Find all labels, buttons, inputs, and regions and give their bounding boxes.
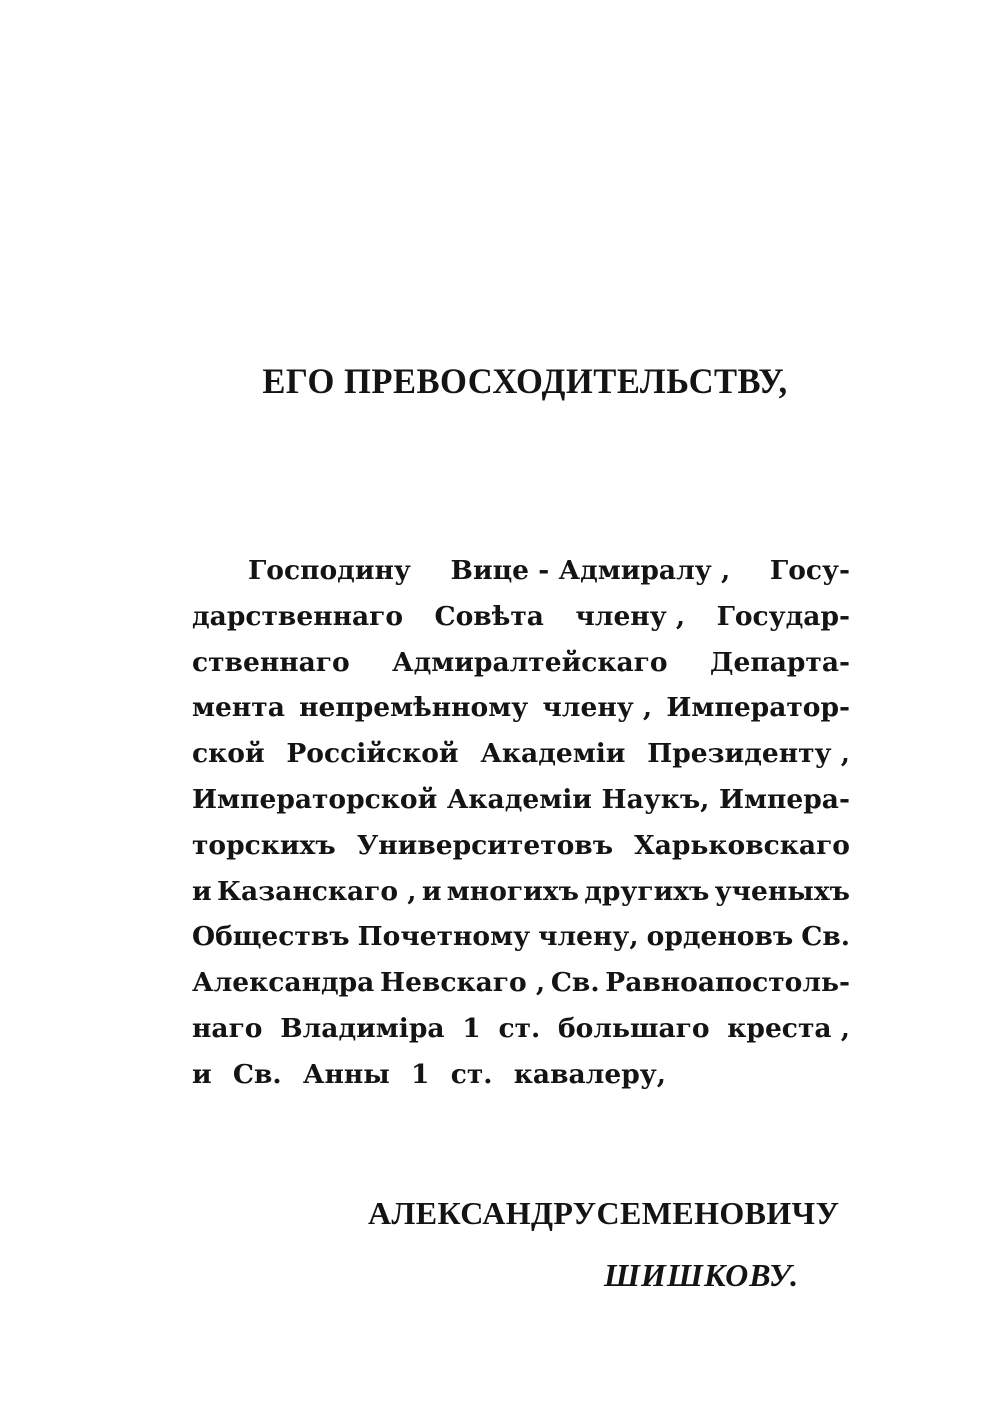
word: непремѣнному [299, 692, 529, 724]
dedication-body [192, 548, 850, 1098]
word: Император- [666, 692, 850, 724]
word: ст. [498, 1012, 541, 1044]
body-line [192, 594, 850, 640]
word: Равноапостоль- [605, 967, 850, 999]
body-line [192, 1052, 850, 1098]
body-line [192, 731, 850, 777]
word: и [192, 1058, 212, 1090]
word: ученыхъ [714, 875, 850, 907]
word: 1 [411, 1058, 430, 1090]
word: члену , [542, 692, 653, 724]
word: Россійской [286, 738, 459, 770]
word: Св. [801, 921, 850, 953]
body-line [192, 960, 850, 1006]
word: Александра [192, 967, 375, 999]
word: Импера- [718, 783, 850, 815]
word: Университетовъ [356, 829, 614, 861]
word: орденовъ [646, 921, 794, 953]
signature-first-name: АЛЕКСАНДРУ [368, 1195, 597, 1231]
dedication-heading [21, 360, 981, 402]
word: Императорской [192, 783, 438, 815]
word: Владиміра [280, 1012, 445, 1044]
word: Анны [302, 1058, 390, 1090]
body-line [192, 869, 850, 915]
word: Академіи [446, 783, 592, 815]
signature-patronymic: СЕМЕНОВИЧУ [596, 1195, 840, 1231]
word: Казанскаго , [216, 875, 417, 907]
word: Господину [248, 555, 411, 586]
word: Совѣта [434, 600, 544, 632]
word: Департа- [709, 646, 850, 678]
word: дарственнаго [192, 600, 404, 632]
word: Харьковскаго [634, 829, 850, 861]
word: 1 [462, 1012, 481, 1044]
body-line [192, 548, 850, 594]
body-line [192, 823, 850, 869]
signature-name [368, 1195, 840, 1232]
word: торскихъ [192, 829, 336, 861]
word: Государ- [716, 600, 850, 632]
word: большаго [557, 1012, 710, 1044]
body-line [192, 1006, 850, 1052]
word: ственнаго [192, 646, 350, 678]
signature-surname: ШИШКОВУ. [604, 1257, 800, 1293]
word: мента [192, 692, 285, 724]
body-line [192, 914, 850, 960]
word: наго [192, 1012, 263, 1044]
body-line [192, 777, 850, 823]
word: ст. [450, 1058, 493, 1090]
word: многихъ [446, 875, 579, 907]
word: кавалеру, [513, 1058, 666, 1090]
body-line [192, 685, 850, 731]
heading-text: ЕГО ПРЕВОСХОДИТЕЛЬСТВУ, [262, 361, 788, 401]
word: другихъ [584, 875, 710, 907]
word: Президенту , [647, 738, 850, 770]
word: Академіи [480, 738, 626, 770]
word: Св. [550, 967, 600, 999]
body-line [192, 640, 850, 686]
word: Адмиралтейскаго [392, 646, 668, 678]
word: Невскаго , [380, 967, 546, 999]
word: Почетному [357, 921, 531, 953]
word: ской [192, 738, 265, 770]
word: члену , [575, 600, 686, 632]
word: члену, [538, 921, 639, 953]
word: Вице - Адмиралу , [450, 555, 731, 586]
word: креста , [727, 1012, 850, 1044]
word: Наукъ, [601, 783, 710, 815]
word: Госу- [769, 555, 850, 586]
word: Обществъ [192, 921, 350, 953]
word: Св. [232, 1058, 282, 1090]
word: и [192, 875, 212, 907]
word: и [421, 875, 442, 907]
